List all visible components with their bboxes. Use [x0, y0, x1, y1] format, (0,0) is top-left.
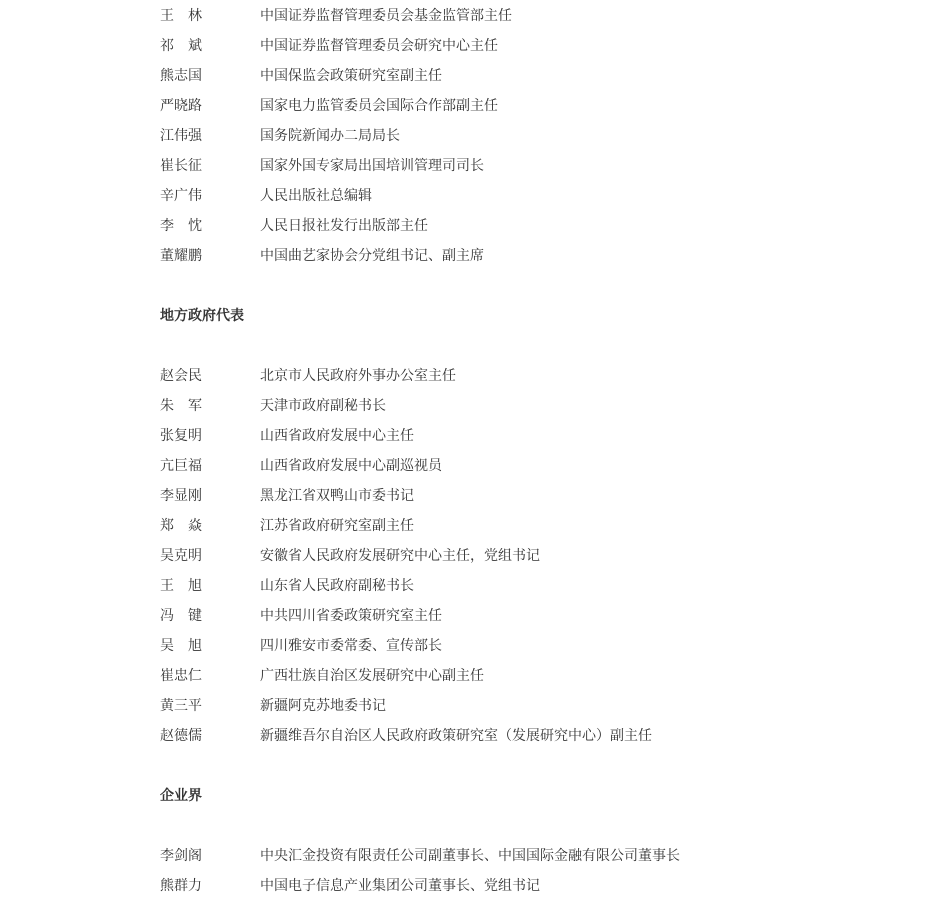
list-item — [160, 451, 920, 481]
member-name: 王 旭 — [160, 578, 202, 594]
section-heading-local-government: 地方政府代表 — [160, 308, 244, 324]
list-item — [160, 541, 920, 571]
member-name: 董耀鹏 — [160, 248, 202, 264]
member-title: 人民出版社总编辑 — [260, 188, 372, 204]
top-member-list — [160, 1, 920, 271]
member-title: 中国证券监督管理委员会研究中心主任 — [260, 38, 498, 54]
list-item — [160, 61, 920, 91]
list-item — [160, 241, 920, 271]
member-title: 山东省人民政府副秘书长 — [260, 578, 414, 594]
member-name: 辛广伟 — [160, 188, 202, 204]
member-title: 山西省政府发展中心主任 — [260, 428, 414, 444]
list-item — [160, 1, 920, 31]
member-title: 北京市人民政府外事办公室主任 — [260, 368, 456, 384]
member-name: 李剑阁 — [160, 848, 202, 864]
member-name: 崔长征 — [160, 158, 202, 174]
member-name: 祁 斌 — [160, 38, 202, 54]
member-title: 中国证券监督管理委员会基金监管部主任 — [260, 8, 512, 24]
section-heading-enterprise: 企业界 — [160, 788, 202, 804]
member-title: 广西壮族自治区发展研究中心副主任 — [260, 668, 484, 684]
member-title: 安徽省人民政府发展研究中心主任，党组书记 — [260, 548, 540, 564]
member-title: 中共四川省委政策研究室主任 — [260, 608, 442, 624]
member-name: 赵德儒 — [160, 728, 202, 744]
list-item — [160, 511, 920, 541]
list-item — [160, 121, 920, 151]
member-title: 黑龙江省双鸭山市委书记 — [260, 488, 414, 504]
member-name: 严晓路 — [160, 98, 202, 114]
list-item — [160, 721, 920, 751]
enterprise-list — [160, 841, 920, 901]
member-title: 中央汇金投资有限责任公司副董事长、中国国际金融有限公司董事长 — [260, 848, 680, 864]
member-name: 李显刚 — [160, 488, 202, 504]
member-title: 国务院新闻办二局局长 — [260, 128, 400, 144]
member-name: 郑 焱 — [160, 518, 202, 534]
member-title: 新疆维吾尔自治区人民政府政策研究室（发展研究中心）副主任 — [260, 728, 652, 744]
member-name: 冯 键 — [160, 608, 202, 624]
member-title: 中国保监会政策研究室副主任 — [260, 68, 442, 84]
list-item — [160, 841, 920, 871]
member-name: 李 忱 — [160, 218, 202, 234]
member-title: 江苏省政府研究室副主任 — [260, 518, 414, 534]
member-name: 江伟强 — [160, 128, 202, 144]
member-title: 中国电子信息产业集团公司董事长、党组书记 — [260, 878, 540, 894]
member-title: 四川雅安市委常委、宣传部长 — [260, 638, 442, 654]
list-item — [160, 871, 920, 901]
list-item — [160, 91, 920, 121]
member-name: 亢巨福 — [160, 458, 202, 474]
member-title: 新疆阿克苏地委书记 — [260, 698, 386, 714]
local-government-list — [160, 361, 920, 751]
list-item — [160, 661, 920, 691]
member-name: 熊志国 — [160, 68, 202, 84]
member-title: 国家外国专家局出国培训管理司司长 — [260, 158, 484, 174]
list-item — [160, 421, 920, 451]
list-item — [160, 181, 920, 211]
member-name: 熊群力 — [160, 878, 202, 894]
member-name: 吴克明 — [160, 548, 202, 564]
member-name: 赵会民 — [160, 368, 202, 384]
member-name: 崔忠仁 — [160, 668, 202, 684]
list-item — [160, 211, 920, 241]
list-item — [160, 31, 920, 61]
member-name: 黄三平 — [160, 698, 202, 714]
list-item — [160, 151, 920, 181]
member-title: 山西省政府发展中心副巡视员 — [260, 458, 442, 474]
list-item — [160, 361, 920, 391]
list-item — [160, 481, 920, 511]
member-title: 人民日报社发行出版部主任 — [260, 218, 428, 234]
member-name: 张复明 — [160, 428, 202, 444]
member-name: 王 林 — [160, 8, 202, 24]
member-name: 吴 旭 — [160, 638, 202, 654]
member-title: 国家电力监管委员会国际合作部副主任 — [260, 98, 498, 114]
list-item — [160, 571, 920, 601]
list-item — [160, 601, 920, 631]
list-item — [160, 631, 920, 661]
list-item — [160, 691, 920, 721]
list-item — [160, 391, 920, 421]
member-title: 天津市政府副秘书长 — [260, 398, 386, 414]
member-title: 中国曲艺家协会分党组书记、副主席 — [260, 248, 484, 264]
member-name: 朱 军 — [160, 398, 202, 414]
